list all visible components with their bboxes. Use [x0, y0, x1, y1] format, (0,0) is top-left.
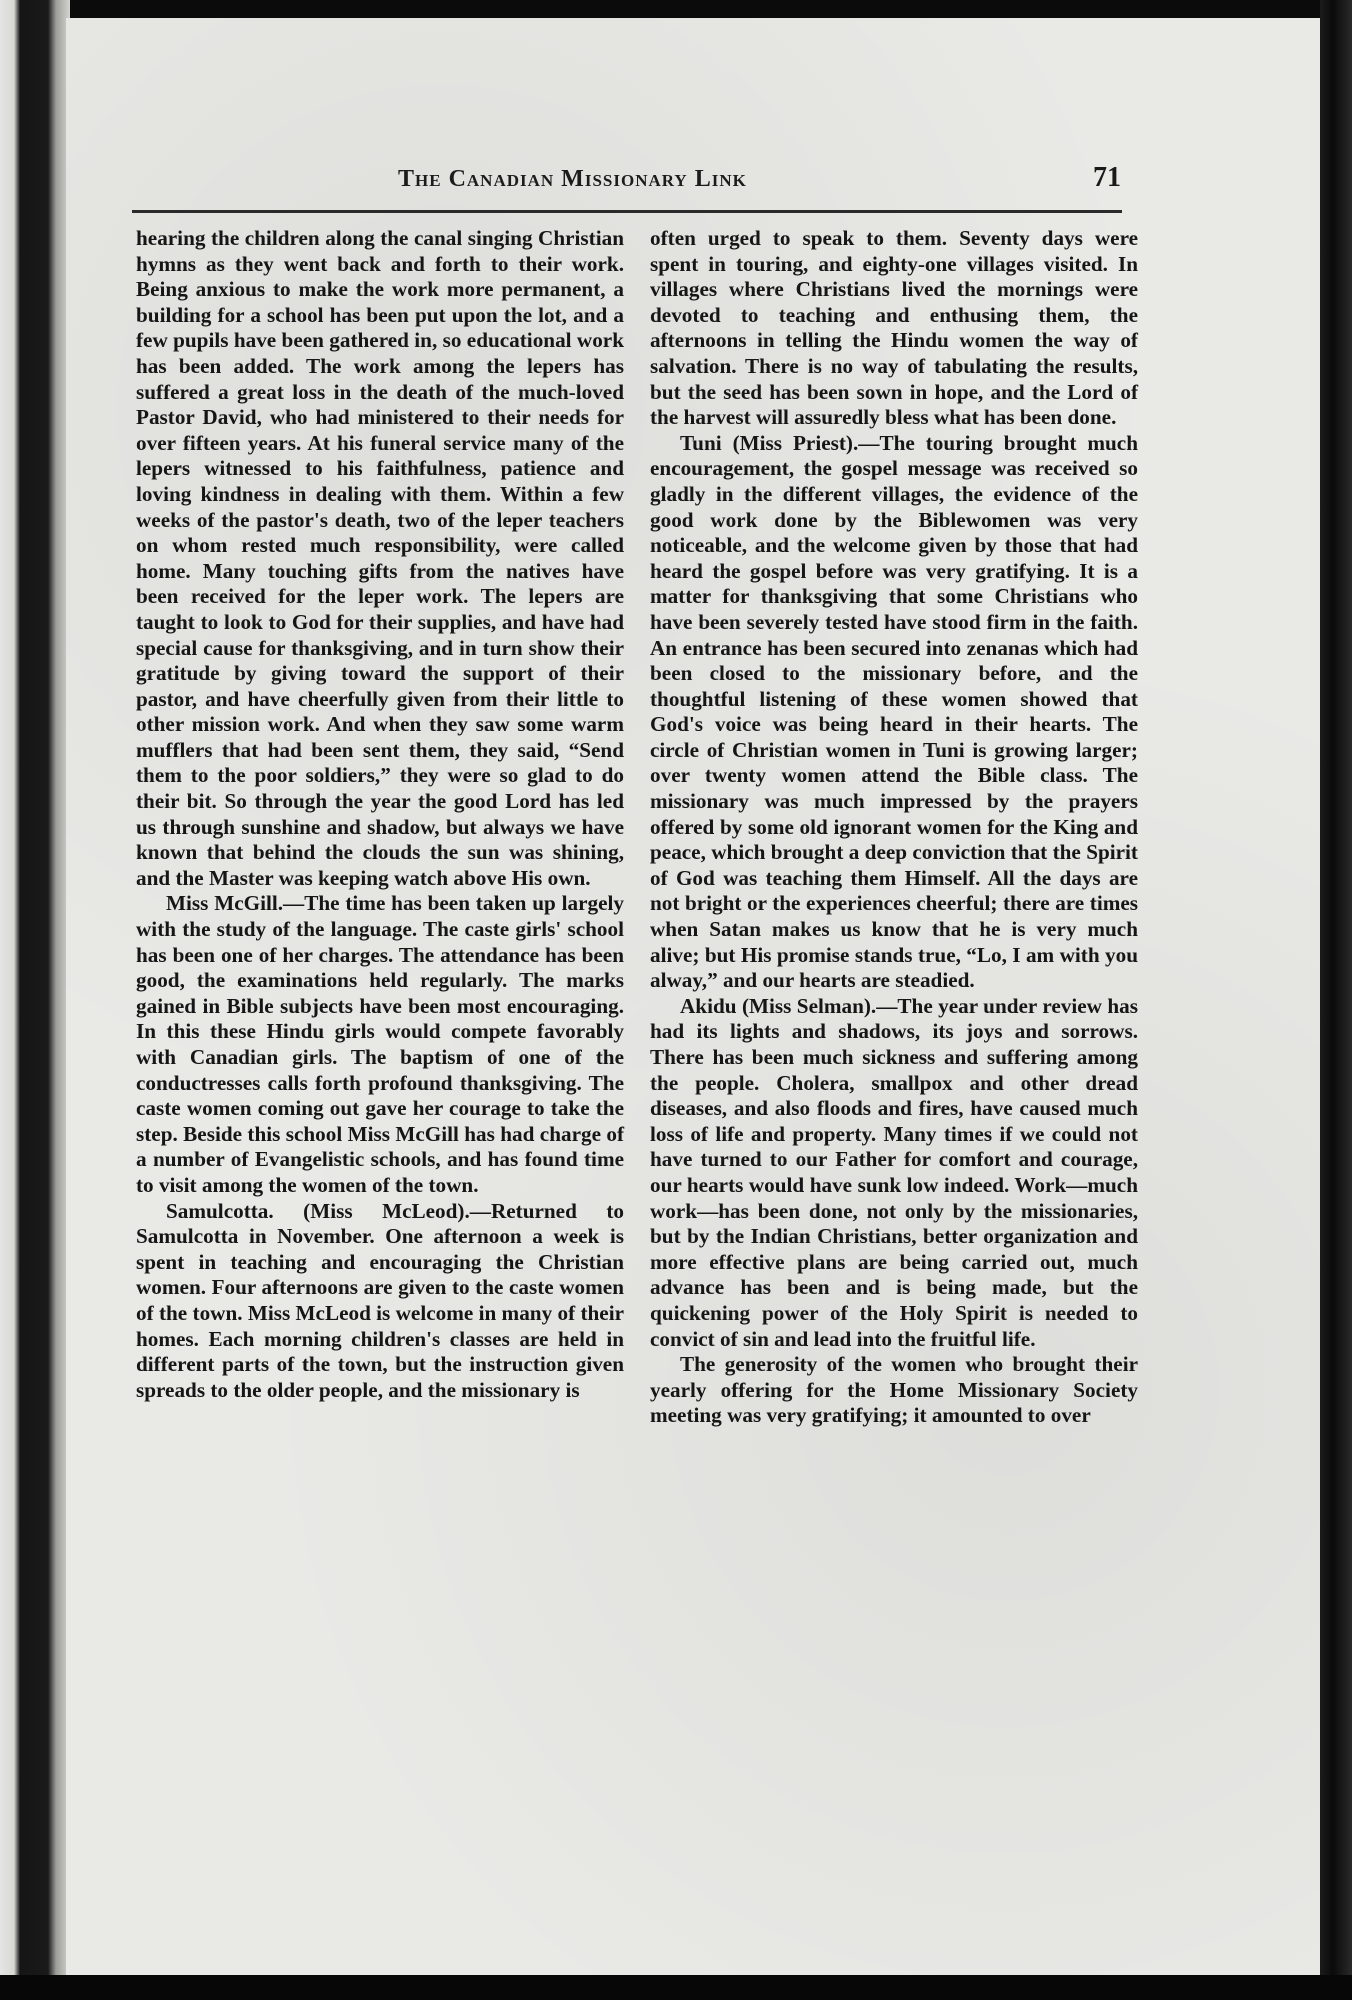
scan-left-margin [0, 0, 70, 2000]
paragraph-miss-mcgill: Miss McGill.—The time has been taken up largely with the study of the language. The caste girls' school has been one of her charges. The attendance has been good, the examinations held regularly. The marks gained in Bible subjects have been most encouraging. In this these Hindu girls would compete favorably with Canadian girls. The baptism of one of the conductresses calls forth profound thanksgiving. The caste women coming out gave her courage to take the step. Beside this school Miss McGill has had charge of a number of Evangelistic schools, and has found time to visit among the women of the town. [136, 891, 624, 1197]
page-number: 71 [1093, 162, 1121, 193]
magazine-title: The Canadian Missionary Link [398, 166, 747, 192]
header-rule [132, 210, 1122, 213]
scan-right-edge [1320, 0, 1352, 2000]
paragraph-generosity: The generosity of the women who brought their yearly offering for the Home Missionary Society meeting was very gratifying; it amounted to over [650, 1352, 1138, 1428]
paragraph-akidu: Akidu (Miss Selman).—The year under review has had its lights and shadows, its joys and sorrows. There has been much sickness and suffering among the people. Cholera, smallpox and other dread diseases, and also floods and fires, have caused much loss of life and property. Many times if we could not have turned to our Father for comfort and courage, our hearts would have sunk low indeed. Work—much work—has been done, not only by the missionaries, but by the Indian Christians, better organization and more effective plans are being carried out, much advance has been and is being made, but the quickening power of the Holy Spirit is needed to convict of sin and lead into the fruitful life. [650, 993, 1138, 1351]
paragraph-tuni: Tuni (Miss Priest).—The touring brought much encouragement, the gospel message was received so gladly in the different villages, the evidence of the good work done by the Biblewomen was very noticeable, and the welcome given by those that had heard the gospel before was very gratifying. It is a matter for thanksgiving that some Christians who have been severely tested have stood firm in the faith. An entrance has been secured into zenanas which had been closed to the missionary before, and the thoughtful listening of these women showed that God's voice was being heard in their hearts. The circle of Christian women in Tuni is growing larger; over twenty women attend the Bible class. The missionary was much impressed by the prayers offered by some old ignorant women for the King and peace, which brought a deep conviction that the Spirit of God was teaching them Himself. All the days are not bright or the experiences cheerful; there are times when Satan makes us know that he is very much alive; but His promise stands true, “Lo, I am with you alway,” and our hearts are steadied. [650, 430, 1138, 993]
left-column [136, 226, 624, 1403]
paragraph: often urged to speak to them. Seventy days were spent in touring, and eighty-one villages visited. In villages where Christians lived the mornings were devoted to teaching and enthusing them, the afternoons in telling the Hindu women the way of salvation. There is no way of tabulating the results, but the seed has been sown in hope, and the Lord of the harvest will assuredly bless what has been done. [650, 226, 1138, 430]
right-column [650, 226, 1138, 1429]
running-header [136, 160, 1121, 200]
scan-bottom-edge [0, 1975, 1352, 2000]
paragraph: hearing the children along the canal singing Christian hymns as they went back and forth to their work. Being anxious to make the work more permanent, a building for a school has been put upon the lot, and a few pupils have been gathered in, so educational work has been added. The work among the lepers has suffered a great loss in the death of the much-loved Pastor David, who had ministered to their needs for over fifteen years. At his funeral service many of the lepers witnessed to his faithfulness, patience and loving kindness in dealing with them. Within a few weeks of the pastor's death, two of the leper teachers on whom rested much responsibility, were called home. Many touching gifts from the natives have been received for the leper work. The lepers are taught to look to God for their supplies, and have had special cause for thanksgiving, and in turn show their gratitude by giving toward the support of their pastor, and have cheerfully given from their little to other mission work. And when they saw some warm mufflers that had been sent them, they said, “Send them to the poor soldiers,” they were so glad to do their bit. So through the year the good Lord has led us through sunshine and shadow, but always we have known that behind the clouds the sun was shining, and the Master was keeping watch above His own. [136, 226, 624, 890]
paragraph-samulcotta: Samulcotta. (Miss McLeod).—Returned to Samulcotta in November. One afternoon a week is spent in teaching and encouraging the Christian women. Four afternoons are given to the caste women of the town. Miss McLeod is welcome in many of their homes. Each morning children's classes are held in different parts of the town, but the instruction given spreads to the older people, and the missionary is [136, 1198, 624, 1402]
